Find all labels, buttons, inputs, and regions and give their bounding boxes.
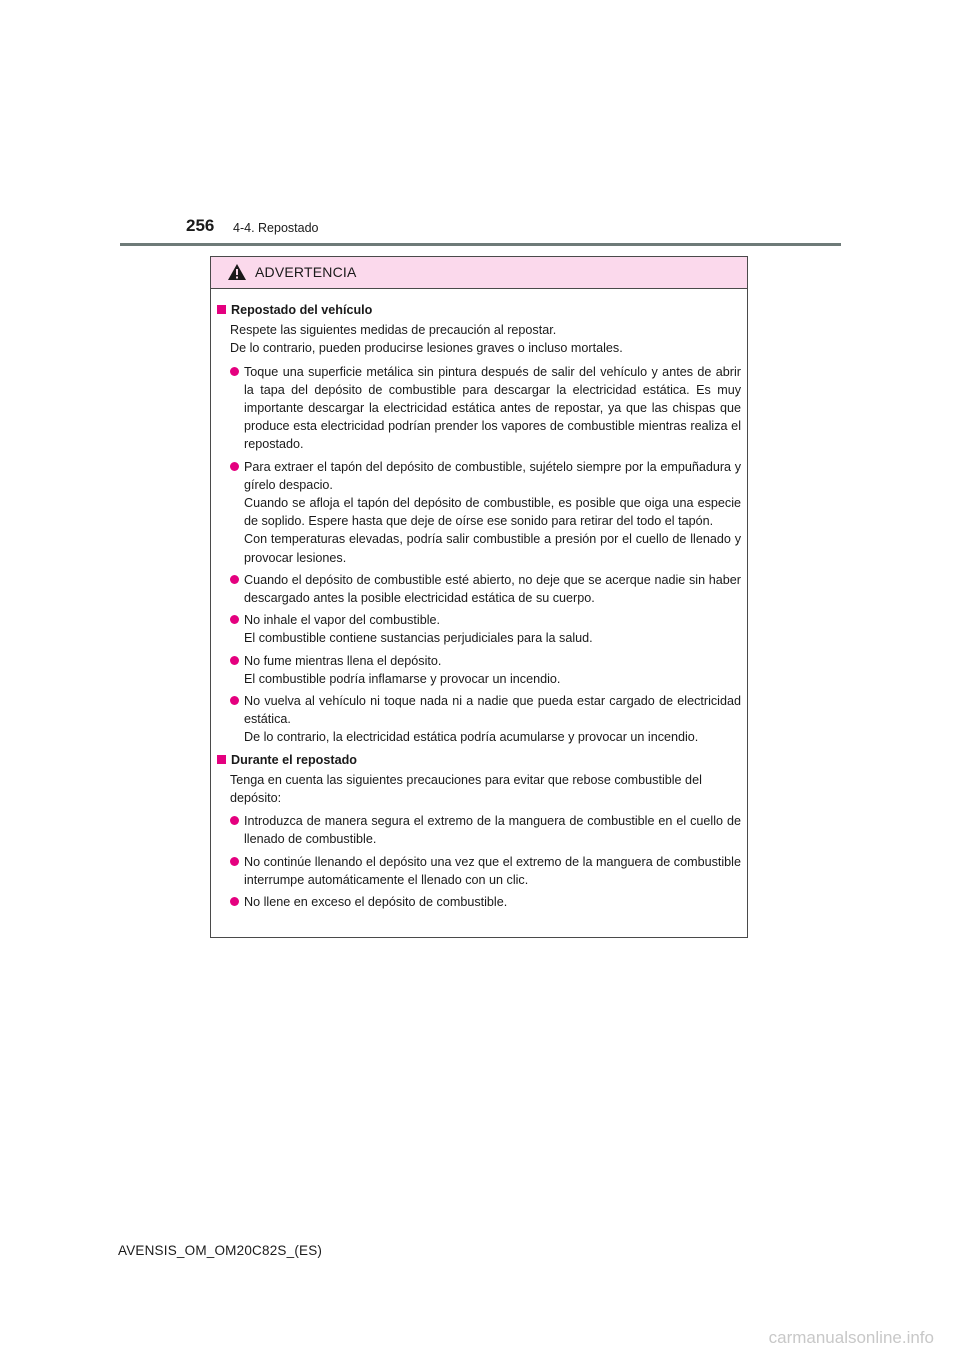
warning-box [210, 256, 748, 938]
bullet-text [244, 853, 741, 889]
circle-bullet-icon [230, 367, 239, 376]
bullet-text [244, 812, 741, 848]
list-item [230, 812, 741, 848]
bullet-list [217, 363, 741, 747]
circle-bullet-icon [230, 575, 239, 584]
section-intro [230, 321, 741, 357]
document-code: AVENSIS_OM_OM20C82S_(ES) [118, 1243, 323, 1258]
bullet-line: No continúe llenando el depósito una vez que el extremo de la manguera de combustible interrumpe automáticamente el llenado con un clic. [244, 854, 741, 887]
bullet-list [217, 812, 741, 911]
circle-bullet-icon [230, 897, 239, 906]
circle-bullet-icon [230, 857, 239, 866]
bullet-text [244, 363, 741, 454]
intro-line: Respete las siguientes medidas de precaución al repostar. [230, 323, 557, 338]
bullet-line: Cuando el depósito de combustible esté abierto, no deje que se acerque nadie sin haber descargado antes la posible electricidad estática de su cuerpo. [244, 572, 741, 606]
list-item [230, 458, 741, 567]
section-refueling [217, 301, 741, 747]
section-during-refueling [217, 751, 741, 912]
bullet-line: Cuando se afloja el tapón del depósito de combustible, es posible que oiga una especie de soplido. Espere hasta que deje de oírse ese sonido para retirar del todo el tapón. [244, 496, 741, 529]
intro-line: Tenga en cuenta las siguientes precauciones para evitar que rebose combustible del depósito: [230, 772, 702, 806]
section-heading [217, 751, 741, 769]
list-item [230, 363, 741, 454]
list-item [230, 652, 741, 688]
bullet-line: Toque una superficie metálica sin pintura después de salir del vehículo y antes de abrir la tapa del depósito de combustible para descargar la electricidad estática. Es muy importante descargar la electricidad estática antes de repostar, ya que las chispas que produce esta electricidad podrían prender los vapores de combustible mientras realiza el repostado. [244, 364, 741, 452]
section-heading-text: Repostado del vehículo [231, 303, 373, 317]
section-title: 4-4. Repostado [233, 221, 319, 235]
page-number: 256 [186, 216, 215, 235]
circle-bullet-icon [230, 696, 239, 705]
bullet-text [244, 571, 741, 607]
bullet-text [244, 692, 741, 747]
bullet-line: No fume mientras llena el depósito. [244, 653, 442, 668]
list-item [230, 853, 741, 889]
circle-bullet-icon [230, 816, 239, 825]
warning-header [211, 257, 747, 289]
warning-body [211, 289, 747, 911]
bullet-line: El combustible podría inflamarse y provocar un incendio. [244, 671, 561, 686]
square-bullet-icon [217, 755, 226, 764]
circle-bullet-icon [230, 462, 239, 471]
section-heading [217, 301, 741, 319]
header-rule [120, 243, 841, 246]
bullet-line: El combustible contiene sustancias perjudiciales para la salud. [244, 631, 593, 646]
section-heading-text: Durante el repostado [231, 752, 357, 767]
bullet-line: Introduzca de manera segura el extremo de la manguera de combustible en el cuello de llenado de combustible. [244, 814, 741, 847]
warning-title: ADVERTENCIA [255, 264, 357, 280]
bullet-line: De lo contrario, la electricidad estática podría acumularse y provocar un incendio. [244, 730, 699, 745]
square-bullet-icon [217, 305, 226, 314]
warning-triangle-icon [227, 263, 247, 281]
bullet-line: Para extraer el tapón del depósito de combustible, sujételo siempre por la empuñadura y gírelo despacio. [244, 459, 741, 492]
bullet-text [244, 652, 741, 688]
intro-line: De lo contrario, pueden producirse lesiones graves o incluso mortales. [230, 341, 623, 356]
bullet-line: No llene en exceso el depósito de combustible. [244, 895, 508, 910]
bullet-text [244, 458, 741, 567]
list-item [230, 571, 741, 607]
list-item [230, 692, 741, 747]
list-item [230, 611, 741, 647]
circle-bullet-icon [230, 615, 239, 624]
list-item [230, 893, 741, 911]
section-intro [230, 771, 741, 807]
bullet-text [244, 611, 741, 647]
bullet-line: No inhale el vapor del combustible. [244, 613, 441, 628]
bullet-line: Con temperaturas elevadas, podría salir combustible a presión por el cuello de llenado y provocar lesiones. [244, 532, 741, 565]
circle-bullet-icon [230, 656, 239, 665]
watermark: carmanualsonline.info [768, 1328, 934, 1347]
bullet-text [244, 893, 741, 911]
bullet-line: No vuelva al vehículo ni toque nada ni a nadie que pueda estar cargado de electricidad estática. [244, 694, 741, 727]
